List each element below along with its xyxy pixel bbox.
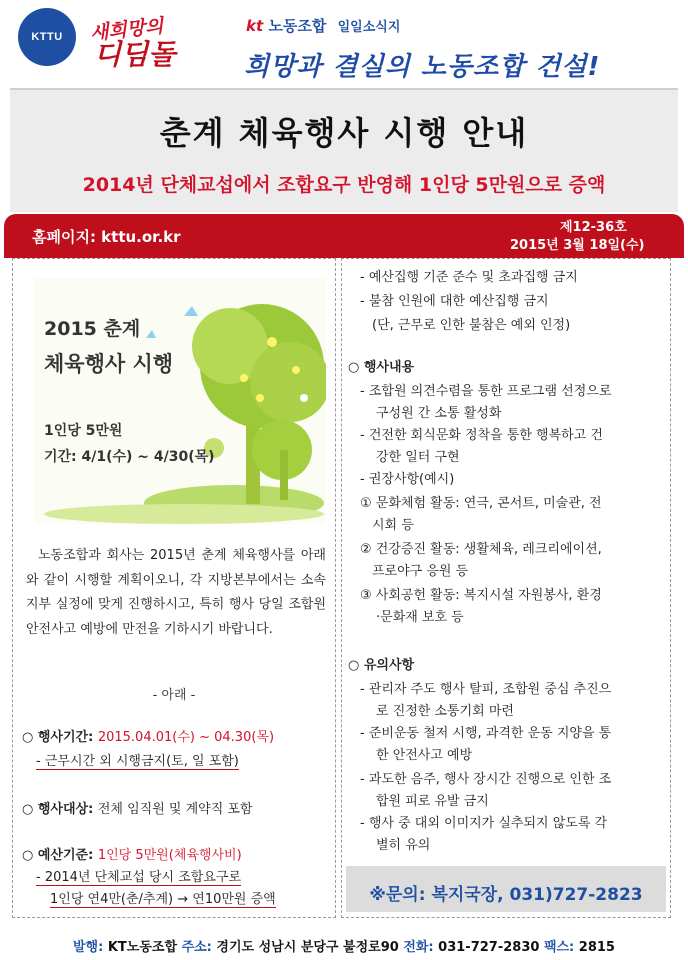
issue-number: 제12-36호: [560, 220, 627, 235]
content-heading: ○ 행사내용: [348, 360, 415, 375]
page-subtitle: 2014년 단체교섭에서 조합요구 반영해 1인당 5만원으로 증액: [82, 174, 606, 196]
issue-date: 2015년 3월 18일(수): [510, 238, 645, 253]
notice-item-1a: - 관리자 주도 행사 탈피, 조합원 중심 추진으: [360, 682, 612, 697]
address: 경기도 성남시 분당구 불정로90: [211, 940, 404, 955]
svg-text:새희망의: 새희망의: [89, 15, 165, 45]
budget-rule-2: - 불참 인원에 대한 예산집행 금지: [360, 294, 549, 309]
notice-item-3b: 합원 피로 유발 금지: [376, 794, 489, 809]
content-item-6b: ·문화재 보호 등: [376, 610, 464, 625]
poster-event: 체육행사 시행: [44, 352, 174, 376]
logo-text: KTTU: [31, 31, 63, 43]
notice-item-2a: - 준비운동 철저 시행, 과격한 운동 지양을 통: [360, 726, 612, 741]
arae-heading: - 아래 -: [152, 688, 196, 703]
org-union: 노동조합: [268, 17, 327, 35]
budget-rule-1: - 예산집행 기준 준수 및 초과집행 금지: [360, 270, 578, 285]
svg-text:디딤돌: 디딤돌: [94, 38, 176, 70]
content-item-5a: ② 건강증진 활동: 생활체육, 레크리에이션,: [360, 542, 602, 557]
intro-paragraph: 노동조합과 회사는 2015년 춘계 체육행사를 아래와 같이 시행할 계획이오니, 각 지방본부에서는 소속 지부 실정에 맞게 진행하시고, 특히 행사 당일 조합원 안전사고 예방에 만전을 기하시기 바랍니다.: [26, 548, 326, 637]
tagline: 희망과 결실의 노동조합 건설!: [244, 52, 601, 82]
poster-period: 기간: 4/1(수) ~ 4/30(목): [44, 449, 215, 465]
budget-note-2: [50, 888, 276, 907]
phone-label: 전화:: [403, 940, 434, 955]
content-item-6a: ③ 사회공헌 활동: 복지시설 자원봉사, 환경: [360, 588, 602, 603]
notice-heading: ○ 유의사항: [348, 658, 415, 673]
budget-label: ○ 예산기준:: [22, 848, 98, 863]
notice-item-2b: 한 안전사고 예방: [376, 748, 473, 763]
target-label: ○ 행사대상:: [22, 802, 98, 817]
budget-note-2-text: 1인당 연4만(춘/추계) → 연10만원 증액: [50, 892, 276, 907]
budget-note-1-text: - 2014년 단체교섭 당시 조합요구로: [36, 870, 242, 885]
period-note-text: - 근무시간 외 시행금지(토, 일 포함): [36, 754, 239, 769]
budget-rule-3: (단, 근무로 인한 불참은 예외 인정): [372, 318, 571, 333]
footer: [0, 936, 688, 955]
homepage-link[interactable]: 홈페이지: kttu.or.kr: [32, 228, 181, 246]
publisher-label: 발행:: [73, 940, 104, 955]
fax-label: 팩스:: [543, 940, 575, 955]
period-label: ○ 행사기간:: [22, 730, 98, 745]
content-item-3: - 권장사항(예시): [360, 472, 455, 487]
address-label: 주소:: [181, 940, 212, 955]
content-item-2b: 강한 일터 구현: [376, 450, 460, 465]
page-title: 춘계 체육행사 시행 안내: [159, 114, 529, 152]
slogan-art-image: [84, 8, 224, 70]
notice-item-3a: - 과도한 음주, 행사 장시간 진행으로 인한 조: [360, 772, 612, 787]
content-item-4b: 시회 등: [372, 518, 414, 533]
notice-item-4b: 별히 유의: [376, 838, 431, 853]
content-item-2a: - 건전한 회식문화 정착을 통한 행복하고 건: [360, 428, 603, 443]
contact-info: ※문의: 복지국장, 031)727-2823: [369, 885, 643, 905]
period-item: [22, 726, 274, 745]
fax: 2815: [574, 940, 615, 955]
newsletter-label: 일일소식지: [337, 20, 401, 35]
publisher: KT노동조합: [103, 940, 182, 955]
event-poster: [34, 278, 326, 524]
notice-item-1b: 로 진정한 소통기회 마련: [376, 704, 514, 719]
budget-item: [22, 844, 242, 863]
content-item-5b: 프로야구 응원 등: [372, 564, 469, 579]
content-item-4a: ① 문화체험 활동: 연극, 콘서트, 미술관, 전: [360, 496, 602, 511]
period-value: 2015.04.01(수) ~ 04.30(목): [97, 730, 275, 745]
target-value: 전체 임직원 및 계약직 포함: [97, 802, 253, 817]
phone: 031-727-2830: [433, 940, 544, 955]
kttu-logo: [18, 8, 76, 66]
budget-note-1: [36, 866, 241, 885]
content-item-1b: 구성원 간 소통 활성화: [376, 406, 502, 421]
poster-year: 2015 춘계: [44, 318, 141, 340]
target-item: [22, 798, 253, 817]
budget-value: 1인당 5만원(체육행사비): [97, 848, 242, 863]
period-note: [36, 750, 239, 769]
content-item-1a: - 조합원 의견수렴을 통한 프로그램 선정으로: [360, 384, 612, 399]
org-name: [246, 15, 400, 36]
notice-item-4a: - 행사 중 대외 이미지가 실추되지 않도록 각: [360, 816, 608, 831]
poster-amount: 1인당 5만원: [44, 423, 123, 439]
kt-brand: kt: [246, 17, 264, 35]
